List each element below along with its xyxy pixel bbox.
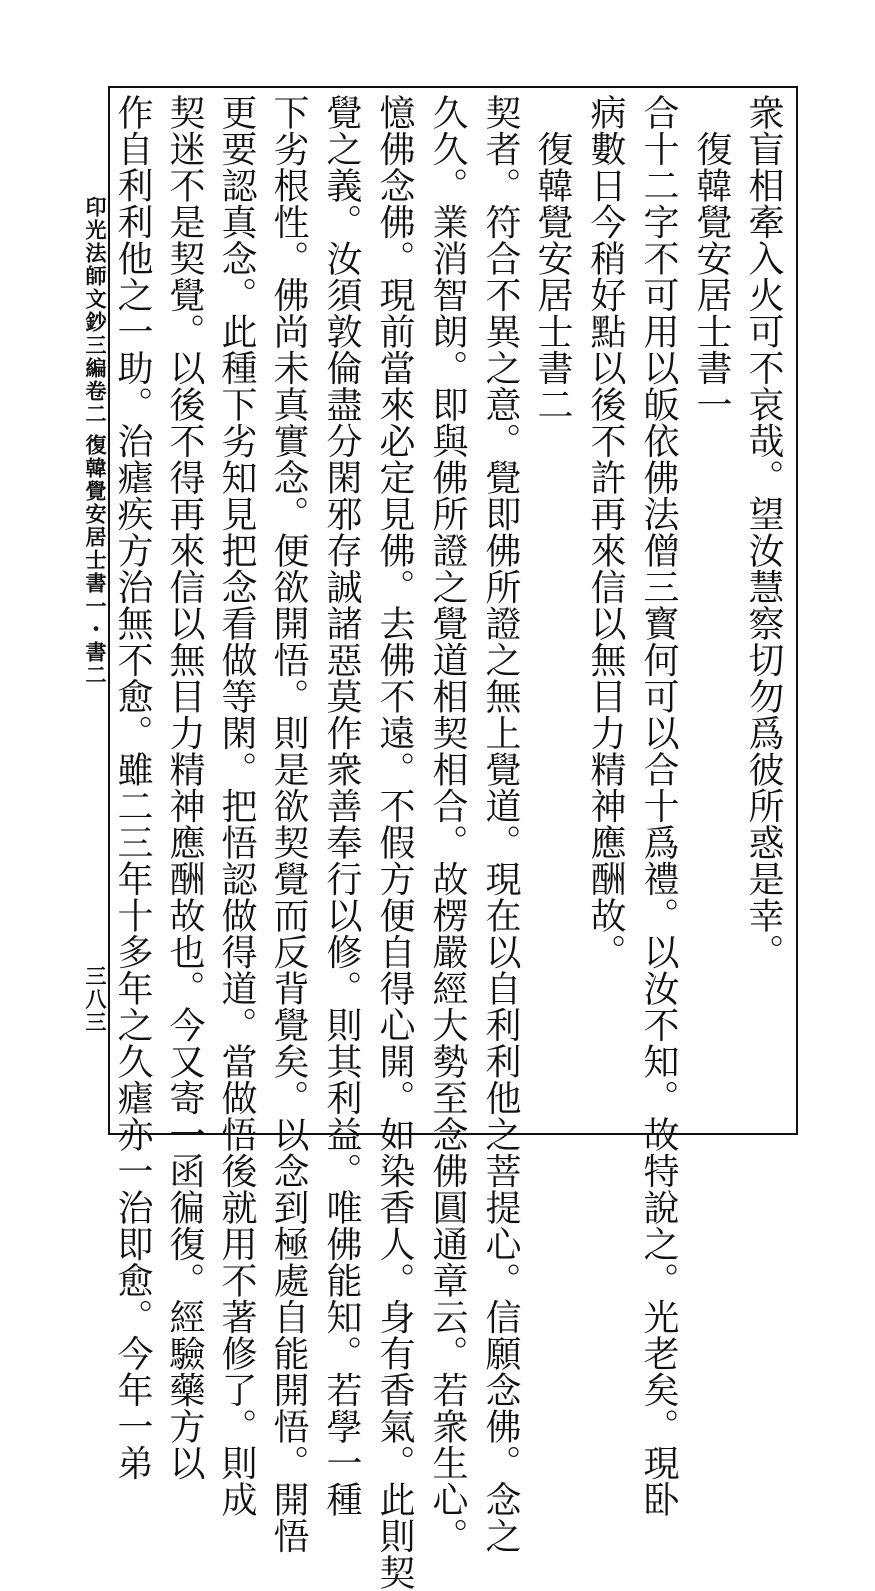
text-column-11: 更要認真念。此種下劣知見把念看做等閑。把悟認做得道。當做悟後就用不著修了。則成 xyxy=(216,94,257,1518)
page-frame-left xyxy=(108,86,110,1135)
section-title: 復韓覺安居士書一・書二 xyxy=(83,434,107,687)
text-column-9: 覺之義。汝須敦倫盡分閑邪存誠諸惡莫作衆善奉行以修。則其利益。唯佛能知。若學一種 xyxy=(321,94,362,1518)
book-title: 印光法師文鈔三編卷二 xyxy=(83,196,107,426)
page-frame-top xyxy=(108,86,798,88)
text-column-7: 久久。業消智朗。即與佛所證之覺道相契相合。故楞嚴經大勢至念佛圓通章云。若衆生心。 xyxy=(427,94,468,1554)
text-column-5-heading: 復韓覺安居士書二 xyxy=(532,94,573,423)
text-column-12: 契迷不是契覺。以後不得再來信以無目力精神應酬故也。今又寄一函徧復。經驗藥方以 xyxy=(164,94,205,1481)
text-column-4: 病數日今稍好點以後不許再來信以無目力精神應酬故。 xyxy=(585,94,626,970)
text-column-2-heading: 復韓覺安居士書一 xyxy=(691,94,732,423)
text-column-3: 合十二字不可用以皈依佛法僧三寳何可以合十爲禮。以汝不知。故特說之。光老矣。現卧 xyxy=(638,94,679,1518)
text-column-10: 下劣根性。佛尚未真實念。便欲開悟。則是欲契覺而反背覺矣。以念到極處自能開悟。開悟 xyxy=(268,94,309,1554)
text-column-13: 作自利利他之一助。治瘧疾方治無不愈。雖二三年十多年之久瘧亦一治即愈。今年一弟 xyxy=(112,94,153,1481)
text-column-8: 憶佛念佛。現前當來必定見佛。去佛不遠。不假方便自得心開。如染香人。身有香氣。此則契 xyxy=(374,94,415,1591)
page-frame-right xyxy=(796,86,798,1135)
text-column-6: 契者。符合不異之意。覺即佛所證之無上覺道。現在以自利利他之菩提心。信願念佛。念之 xyxy=(480,94,521,1554)
text-column-1: 衆盲相牽入火可不哀哉。望汝慧察切勿爲彼所惑是幸。 xyxy=(743,94,784,970)
page-number: 三八三 xyxy=(83,965,107,1034)
